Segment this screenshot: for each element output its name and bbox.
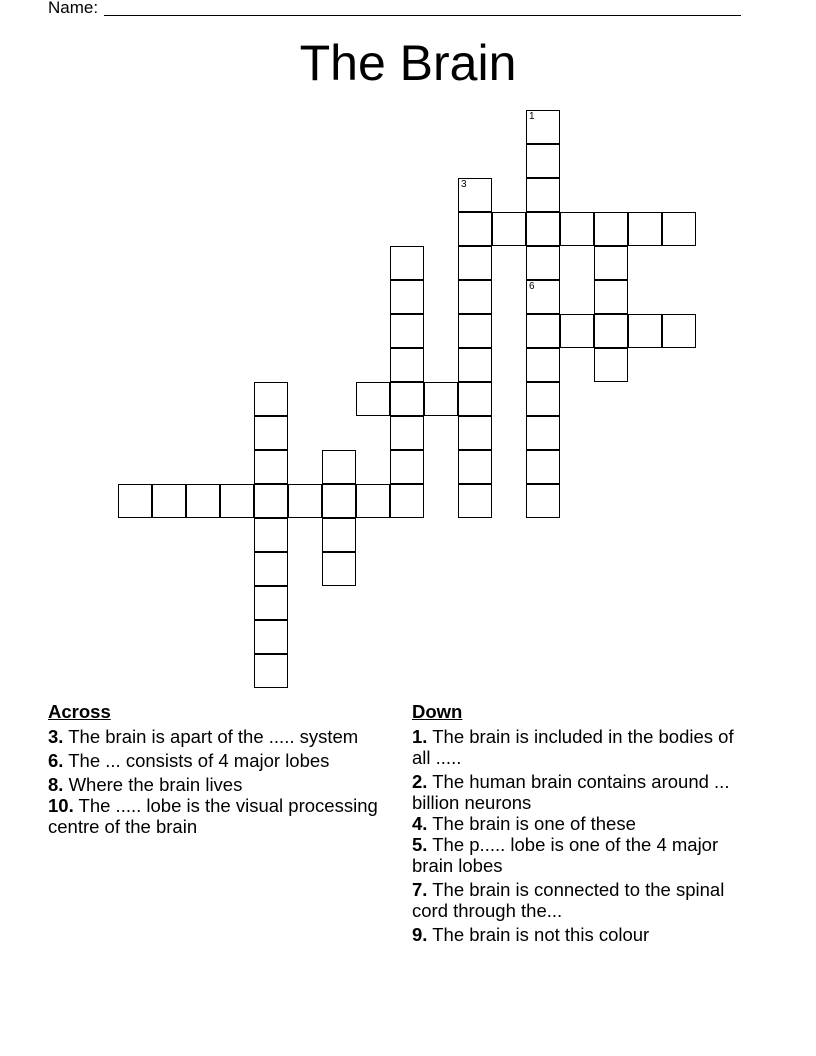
clue-number: 9.: [412, 924, 428, 945]
clue-text: The ..... lobe is the visual processing centre of the brain: [48, 795, 378, 837]
across-heading: Across: [48, 701, 111, 722]
down-heading: Down: [412, 701, 463, 722]
clue-text: The brain is connected to the spinal cord through the...: [412, 879, 725, 921]
clue-text: The ... consists of 4 major lobes: [68, 750, 330, 771]
crossword-cell[interactable]: [254, 484, 288, 518]
clue-number-label: 3: [461, 179, 467, 190]
crossword-cell[interactable]: [254, 654, 288, 688]
name-label: Name:: [48, 0, 99, 17]
clue-text: The brain is included in the bodies of all .....: [412, 726, 734, 768]
clue-text: The brain is one of these: [432, 813, 636, 834]
crossword-cell[interactable]: [526, 450, 560, 484]
across-clue: [48, 795, 388, 837]
crossword-cell[interactable]: [458, 178, 492, 212]
clue-number: 2.: [412, 771, 428, 792]
clue-text: Where the brain lives: [68, 774, 243, 795]
crossword-cell[interactable]: [628, 314, 662, 348]
crossword-cell[interactable]: [322, 450, 356, 484]
crossword-cell[interactable]: [390, 416, 424, 450]
crossword-cell[interactable]: [560, 212, 594, 246]
down-clue: [412, 834, 742, 876]
crossword-cell[interactable]: [526, 246, 560, 280]
crossword-cell[interactable]: [526, 110, 560, 144]
crossword-cell[interactable]: [594, 348, 628, 382]
down-clue: [412, 771, 742, 813]
crossword-cell[interactable]: [254, 450, 288, 484]
crossword-cell[interactable]: [322, 484, 356, 518]
down-clue: [412, 879, 742, 921]
clue-text: The brain is apart of the ..... system: [68, 726, 359, 747]
crossword-cell[interactable]: [594, 246, 628, 280]
crossword-cell[interactable]: [322, 552, 356, 586]
crossword-cell[interactable]: [526, 178, 560, 212]
clue-text: The human brain contains around ... billion neurons: [412, 771, 730, 813]
crossword-cell[interactable]: [526, 348, 560, 382]
crossword-cell[interactable]: [594, 314, 628, 348]
crossword-cell[interactable]: [526, 484, 560, 518]
crossword-cell[interactable]: [526, 382, 560, 416]
clue-number: 8.: [48, 774, 64, 795]
crossword-cell[interactable]: [662, 212, 696, 246]
clue-number-label: 1: [529, 111, 535, 122]
page-title: The Brain: [299, 35, 517, 91]
clue-text: The brain is not this colour: [432, 924, 650, 945]
crossword-cell[interactable]: [390, 314, 424, 348]
clue-number: 6.: [48, 750, 64, 771]
crossword-cell[interactable]: [254, 552, 288, 586]
crossword-cell[interactable]: [186, 484, 220, 518]
across-clue: [48, 726, 388, 747]
crossword-cell[interactable]: [254, 518, 288, 552]
crossword-cell[interactable]: [390, 280, 424, 314]
crossword-cell[interactable]: [628, 212, 662, 246]
clue-number-label: 6: [529, 281, 535, 292]
across-clue: [48, 750, 388, 771]
crossword-cell[interactable]: [458, 314, 492, 348]
crossword-cell[interactable]: [220, 484, 254, 518]
crossword-cell[interactable]: [662, 314, 696, 348]
clue-number: 7.: [412, 879, 428, 900]
crossword-cell[interactable]: [458, 246, 492, 280]
crossword-cell[interactable]: [152, 484, 186, 518]
clue-number: 4.: [412, 813, 428, 834]
crossword-cell[interactable]: [458, 416, 492, 450]
crossword-cell[interactable]: [458, 382, 492, 416]
across-clue: [48, 774, 388, 795]
crossword-cell[interactable]: [390, 450, 424, 484]
crossword-cell[interactable]: [458, 212, 492, 246]
crossword-cell[interactable]: [356, 484, 390, 518]
crossword-cell[interactable]: [526, 212, 560, 246]
crossword-cell[interactable]: [254, 416, 288, 450]
crossword-cell[interactable]: [390, 382, 424, 416]
down-clue: [412, 924, 742, 945]
down-clue: [412, 726, 742, 768]
down-clue: [412, 813, 742, 834]
crossword-cell[interactable]: [390, 246, 424, 280]
crossword-cell[interactable]: [390, 484, 424, 518]
crossword-cell[interactable]: [424, 382, 458, 416]
crossword-cell[interactable]: [118, 484, 152, 518]
crossword-cell[interactable]: [560, 314, 594, 348]
crossword-cell[interactable]: [526, 416, 560, 450]
clue-number: 5.: [412, 834, 428, 855]
crossword-cell[interactable]: [594, 212, 628, 246]
across-clues: [48, 701, 388, 840]
crossword-cell[interactable]: [458, 484, 492, 518]
crossword-cell[interactable]: [356, 382, 390, 416]
crossword-cell[interactable]: [458, 450, 492, 484]
down-clues: [412, 701, 742, 948]
crossword-cell[interactable]: [526, 314, 560, 348]
clue-number: 3.: [48, 726, 64, 747]
crossword-cell[interactable]: [458, 348, 492, 382]
crossword-cell[interactable]: [526, 280, 560, 314]
clue-number: 10.: [48, 795, 74, 816]
crossword-cell[interactable]: [322, 518, 356, 552]
crossword-cell[interactable]: [254, 586, 288, 620]
crossword-cell[interactable]: [288, 484, 322, 518]
crossword-cell[interactable]: [526, 144, 560, 178]
crossword-cell[interactable]: [594, 280, 628, 314]
crossword-cell[interactable]: [254, 382, 288, 416]
crossword-cell[interactable]: [390, 348, 424, 382]
crossword-cell[interactable]: [458, 280, 492, 314]
crossword-cell[interactable]: [254, 620, 288, 654]
crossword-cell[interactable]: [492, 212, 526, 246]
clue-number: 1.: [412, 726, 428, 747]
clue-text: The p..... lobe is one of the 4 major brain lobes: [412, 834, 719, 876]
